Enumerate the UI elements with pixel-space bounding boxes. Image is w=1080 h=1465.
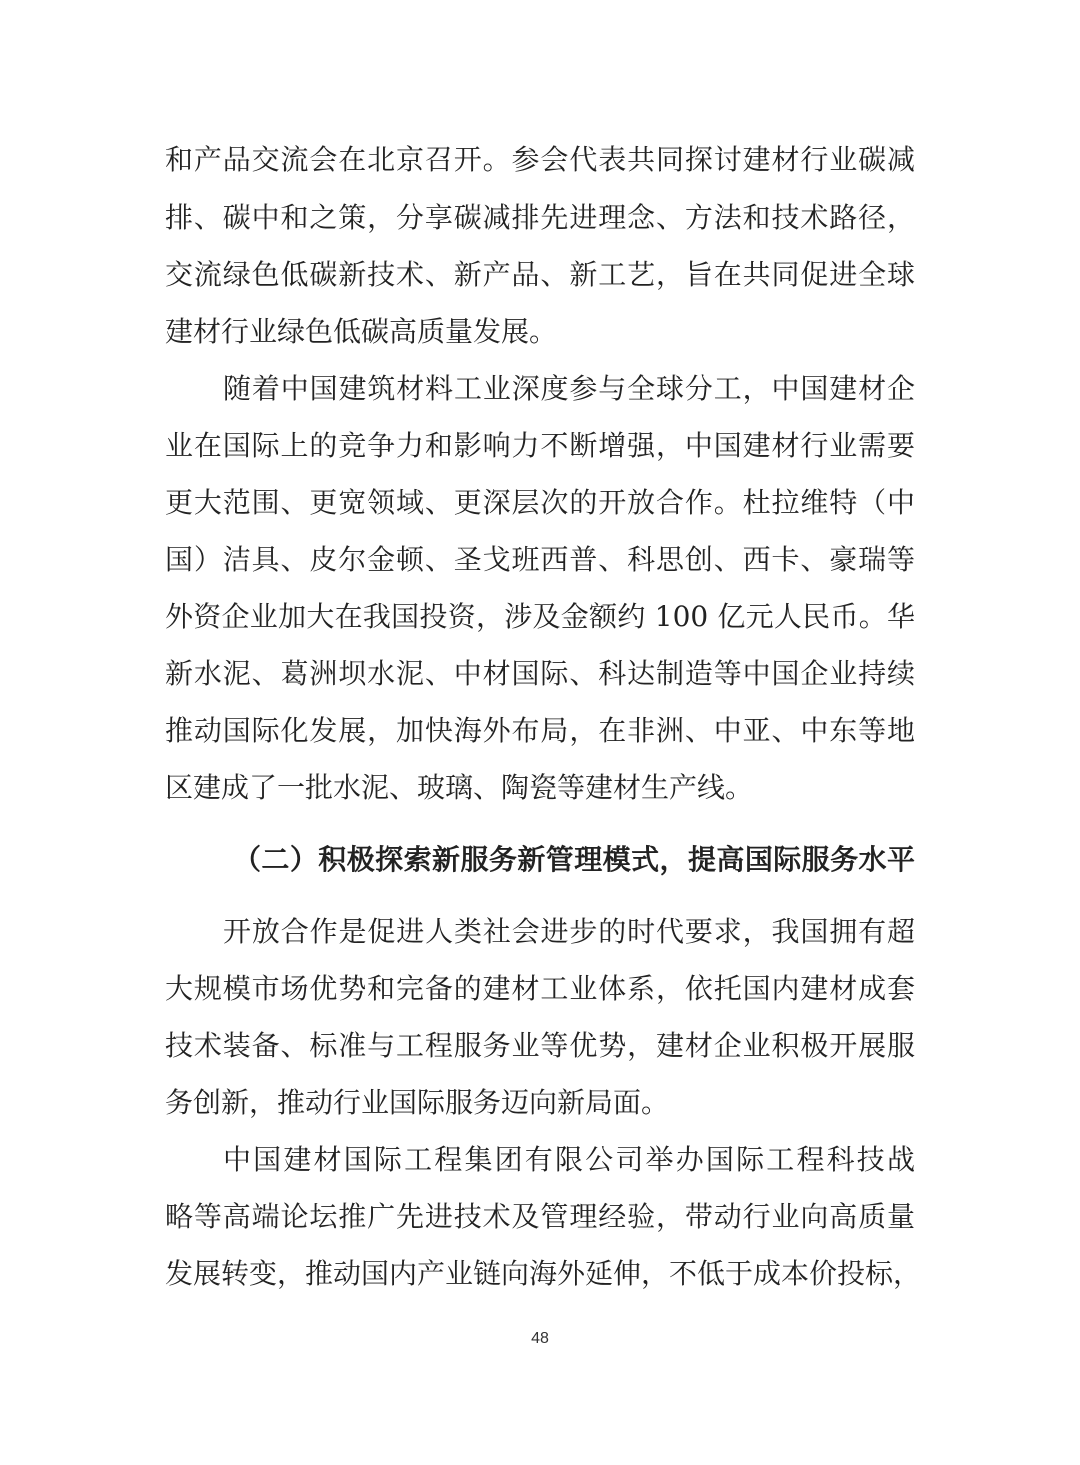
paragraph-line: 新水泥、葛洲坝水泥、中材国际、科达制造等中国企业持续 (165, 657, 915, 690)
paragraph-line: 略等高端论坛推广先进技术及管理经验，带动行业向高质量 (165, 1200, 915, 1233)
paragraph-line: 中国建材国际工程集团有限公司举办国际工程科技战 (223, 1143, 915, 1176)
paragraph-line: 和产品交流会在北京召开。参会代表共同探讨建材行业碳减 (165, 143, 915, 176)
paragraph-line: 建材行业绿色低碳高质量发展。 (165, 315, 558, 348)
paragraph-line: 随着中国建筑材料工业深度参与全球分工，中国建材企 (223, 372, 915, 405)
paragraph-line: 技术装备、标准与工程服务业等优势，建材企业积极开展服 (165, 1029, 915, 1062)
paragraph-line: 大规模市场优势和完备的建材工业体系，依托国内建材成套 (165, 972, 915, 1005)
paragraph-line: 务创新，推动行业国际服务迈向新局面。 (165, 1086, 670, 1119)
paragraph-line: 推动国际化发展，加快海外布局，在非洲、中亚、中东等地 (165, 714, 915, 747)
paragraph-line: 更大范围、更宽领域、更深层次的开放合作。杜拉维特（中 (165, 486, 915, 519)
paragraph-line: 开放合作是促进人类社会进步的时代要求，我国拥有超 (223, 915, 915, 948)
paragraph-line: 外资企业加大在我国投资，涉及金额约 100 亿元人民币。华 (165, 600, 915, 633)
page-number: 48 (531, 1330, 549, 1347)
paragraph-line: 国）洁具、皮尔金顿、圣戈班西普、科思创、西卡、豪瑞等 (165, 543, 915, 576)
paragraph-line: 交流绿色低碳新技术、新产品、新工艺，旨在共同促进全球 (165, 258, 915, 291)
paragraph-line: 发展转变，推动国内产业链向海外延伸，不低于成本价投标， (165, 1257, 922, 1290)
paragraph-line: 排、碳中和之策，分享碳减排先进理念、方法和技术路径， (165, 201, 915, 234)
section-heading: （二）积极探索新服务新管理模式，提高国际服务水平 (233, 843, 915, 876)
paragraph-line: 区建成了一批水泥、玻璃、陶瓷等建材生产线。 (165, 771, 754, 804)
paragraph-line: 业在国际上的竞争力和影响力不断增强，中国建材行业需要 (165, 429, 915, 462)
